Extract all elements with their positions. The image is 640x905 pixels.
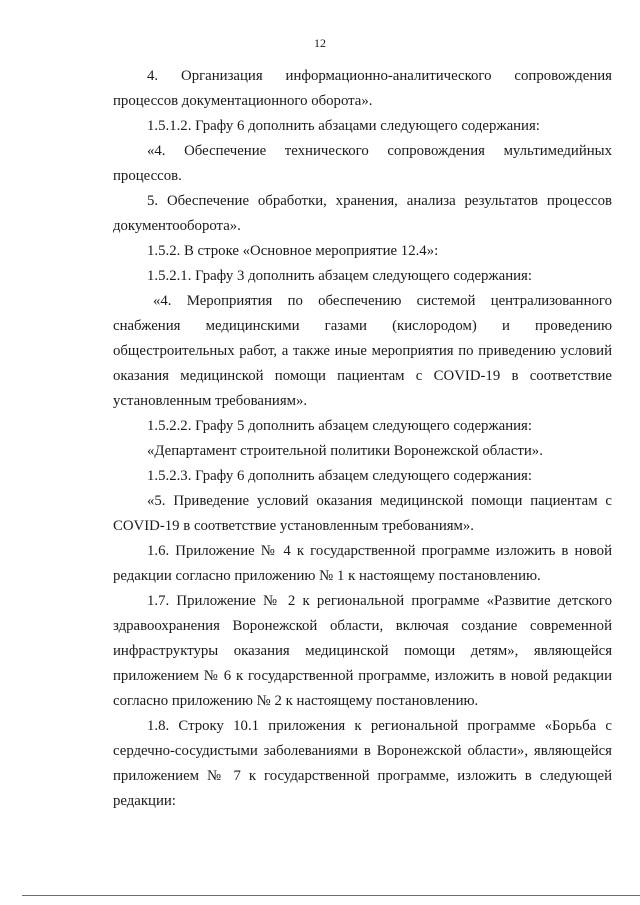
- paragraph-1-7: 1.7. Приложение № 2 к региональной программе «Развитие детского здравоохранения Воронежской области, включая создание современной инфраструктуры оказания медицинской помощи детям», являющейся приложением № 6 к государственной программе, изложить в новой редакции согласно приложению № 2 к настоящему постановлению.: [113, 593, 612, 709]
- bottom-rule: [22, 895, 640, 896]
- paragraph-1-5-2-1: 1.5.2.1. Графу 3 дополнить абзацем следующего содержания:: [147, 268, 532, 284]
- paragraph-1-5-2: 1.5.2. В строке «Основное мероприятие 12.4»:: [147, 243, 439, 259]
- paragraph-item-5-conditions: «5. Приведение условий оказания медицинской помощи пациентам с COVID-19 в соответствие установленным требованиям».: [113, 493, 612, 534]
- document-body: [113, 64, 612, 814]
- paragraph-item-5-processing: 5. Обеспечение обработки, хранения, анализа результатов процессов документооборота».: [113, 193, 612, 234]
- paragraph-item-4-info: 4. Организация информационно-аналитического сопровождения процессов документационного оборота».: [113, 68, 612, 109]
- paragraph-1-8: 1.8. Строку 10.1 приложения к региональной программе «Борьба с сердечно-сосудистыми заболеваниями в Воронежской области», являющейся приложением № 7 к государственной программе, изложить в следующей редакции:: [113, 718, 612, 809]
- paragraph-item-4-multimedia: «4. Обеспечение технического сопровождения мультимедийных процессов.: [113, 143, 612, 184]
- paragraph-1-5-2-2: 1.5.2.2. Графу 5 дополнить абзацем следующего содержания:: [147, 418, 532, 434]
- paragraph-item-4-measures: «4. Мероприятия по обеспечению системой централизованного снабжения медицинскими газами (кислородом) и проведению общестроительных работ, а также иные мероприятия по приведению условий оказания медицинской помощи пациентам с COVID-19 в соответствие установленным требованиям».: [113, 293, 612, 409]
- page-number: 12: [314, 36, 326, 50]
- paragraph-1-5-1-2: 1.5.1.2. Графу 6 дополнить абзацами следующего содержания:: [147, 118, 540, 134]
- paragraph-department: «Департамент строительной политики Воронежской области».: [147, 443, 543, 459]
- paragraph-1-6: 1.6. Приложение № 4 к государственной программе изложить в новой редакции согласно приложению № 1 к настоящему постановлению.: [113, 543, 612, 584]
- paragraph-1-5-2-3: 1.5.2.3. Графу 6 дополнить абзацем следующего содержания:: [147, 468, 532, 484]
